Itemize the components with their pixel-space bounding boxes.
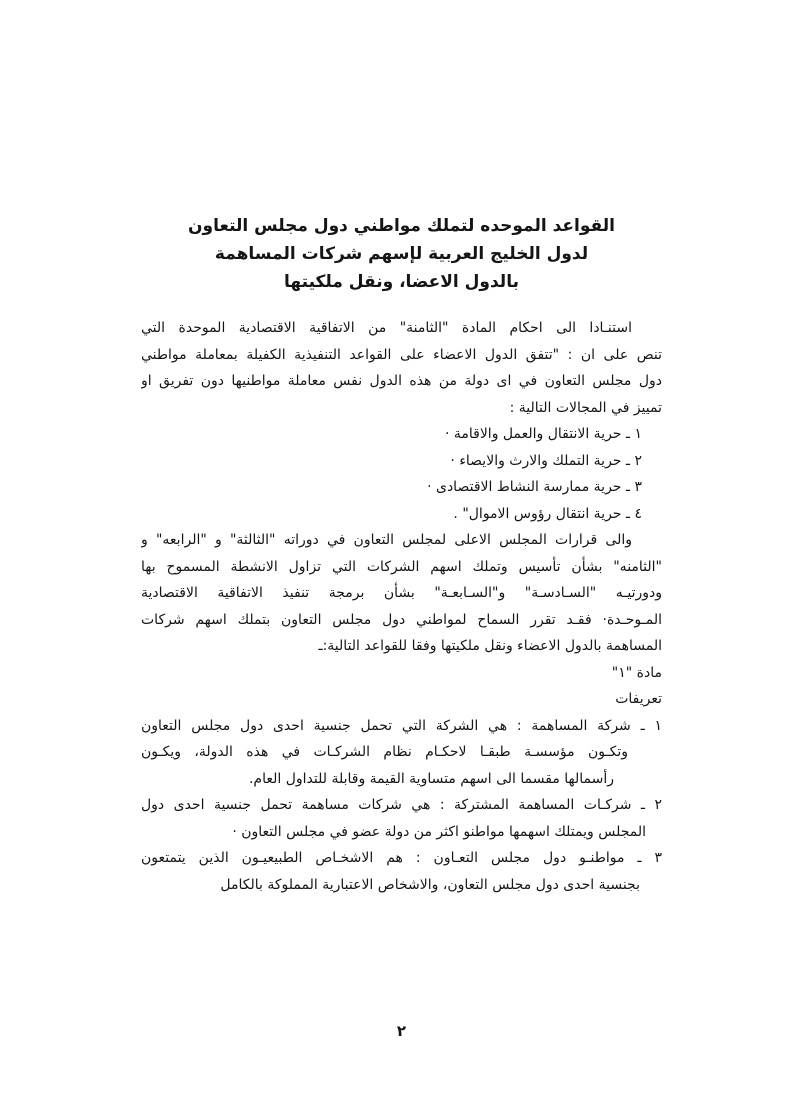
list-item: ٣ ـ حرية ممارسة النشاط الاقتصادى ·	[427, 479, 642, 495]
title-line: لدول الخليج العربية لإسهم شركات المساهمة	[214, 244, 589, 264]
definition-line: ٢ ـ شركـات المساهمة المشتركة : هي شركات مساهمة تحمل جنسية احدى دول	[141, 797, 662, 813]
title-line: بالدول الاعضا، ونقل ملكيتها	[284, 272, 519, 292]
text-line: والى قرارات المجلس الاعلى لمجلس التعاون في دوراته "الثالثة" و "الرابعه" و	[141, 532, 632, 548]
intro-paragraph	[141, 315, 662, 421]
document-body	[141, 315, 662, 898]
definition-line: رأسمالها مقسما الى اسهم متساوية القيمة وقابلة للتداول العام.	[248, 770, 614, 787]
definition-line: ٣ ـ مواطنـو دول مجلس التعـاون : هم الاشخـاص الطبيعيـون الذين يتمتعون	[141, 850, 662, 866]
text-line: "الثامنه" بشأن تأسيس وتملك اسهم الشركات التي تزاول الانشطة المسموح بها	[141, 558, 662, 575]
document-title	[141, 212, 662, 296]
definition-line: ١ ـ شركة المساهمة : هي الشركة التي تحمل جنسية احدى دول مجلس التعاون	[141, 717, 662, 734]
freedoms-list	[141, 421, 662, 527]
definition-item-2	[141, 792, 662, 845]
title-line: القواعد الموحده لتملك مواطني دول مجلس التعاون	[188, 216, 615, 236]
definition-item-1	[141, 713, 662, 793]
text-line: المـوحـدة· فقـد تقرر السماح لمواطني دول مجلس التعاون بتملك اسهم شركات	[141, 611, 662, 628]
text-line: تنص على ان : "تتفق الدول الاعضاء على القواعد التنفيذية الكفيلة بمعاملة مواطني	[141, 346, 662, 363]
decision-paragraph	[141, 527, 662, 660]
text-line: استنـادا الى احكام المادة "الثامنة" من الاتفاقية الاقتصادية الموحدة التي	[141, 320, 632, 336]
text-line: دول مجلس التعاون في اى دولة من هذه الدول نفس معاملة مواطنيها دون تفريق او	[141, 373, 662, 389]
text-line: المساهمة بالدول الاعضاء ونقل ملكيتها وفقا للقواعد التالية:ـ	[318, 638, 662, 654]
list-item: ١ ـ حرية الانتقال والعمل والاقامة ·	[444, 426, 642, 442]
definition-line: المجلس ويمتلك اسهمها مواطنو اكثر من دولة عضو في مجلس التعاون ·	[232, 823, 646, 840]
page-number: ٢	[396, 1022, 407, 1040]
definitions-heading: تعريفات	[615, 691, 662, 707]
definition-line: بجنسية احدى دول مجلس التعاون، والاشخاص الاعتبارية المملوكة بالكامل	[220, 876, 640, 893]
definition-line: وتكـون مؤسسـة طبقـا لاحكـام نظام الشركـات في هذه الدولة، ويكـون	[141, 744, 628, 760]
list-item: ٤ ـ حرية انتقال رؤوس الاموال" .	[453, 505, 642, 522]
list-item: ٢ ـ حرية التملك والارث والايصاء ·	[450, 452, 642, 469]
text-line: ودورتيـه "السـادسـة" و"السـابعـة" بشأن برمجة تنفيذ الاتفاقية الاقتصادية	[141, 585, 662, 601]
text-line: تمييز في المجالات التالية :	[509, 399, 662, 416]
article-heading: مادة "١"	[611, 664, 662, 681]
definition-item-3	[141, 845, 662, 898]
